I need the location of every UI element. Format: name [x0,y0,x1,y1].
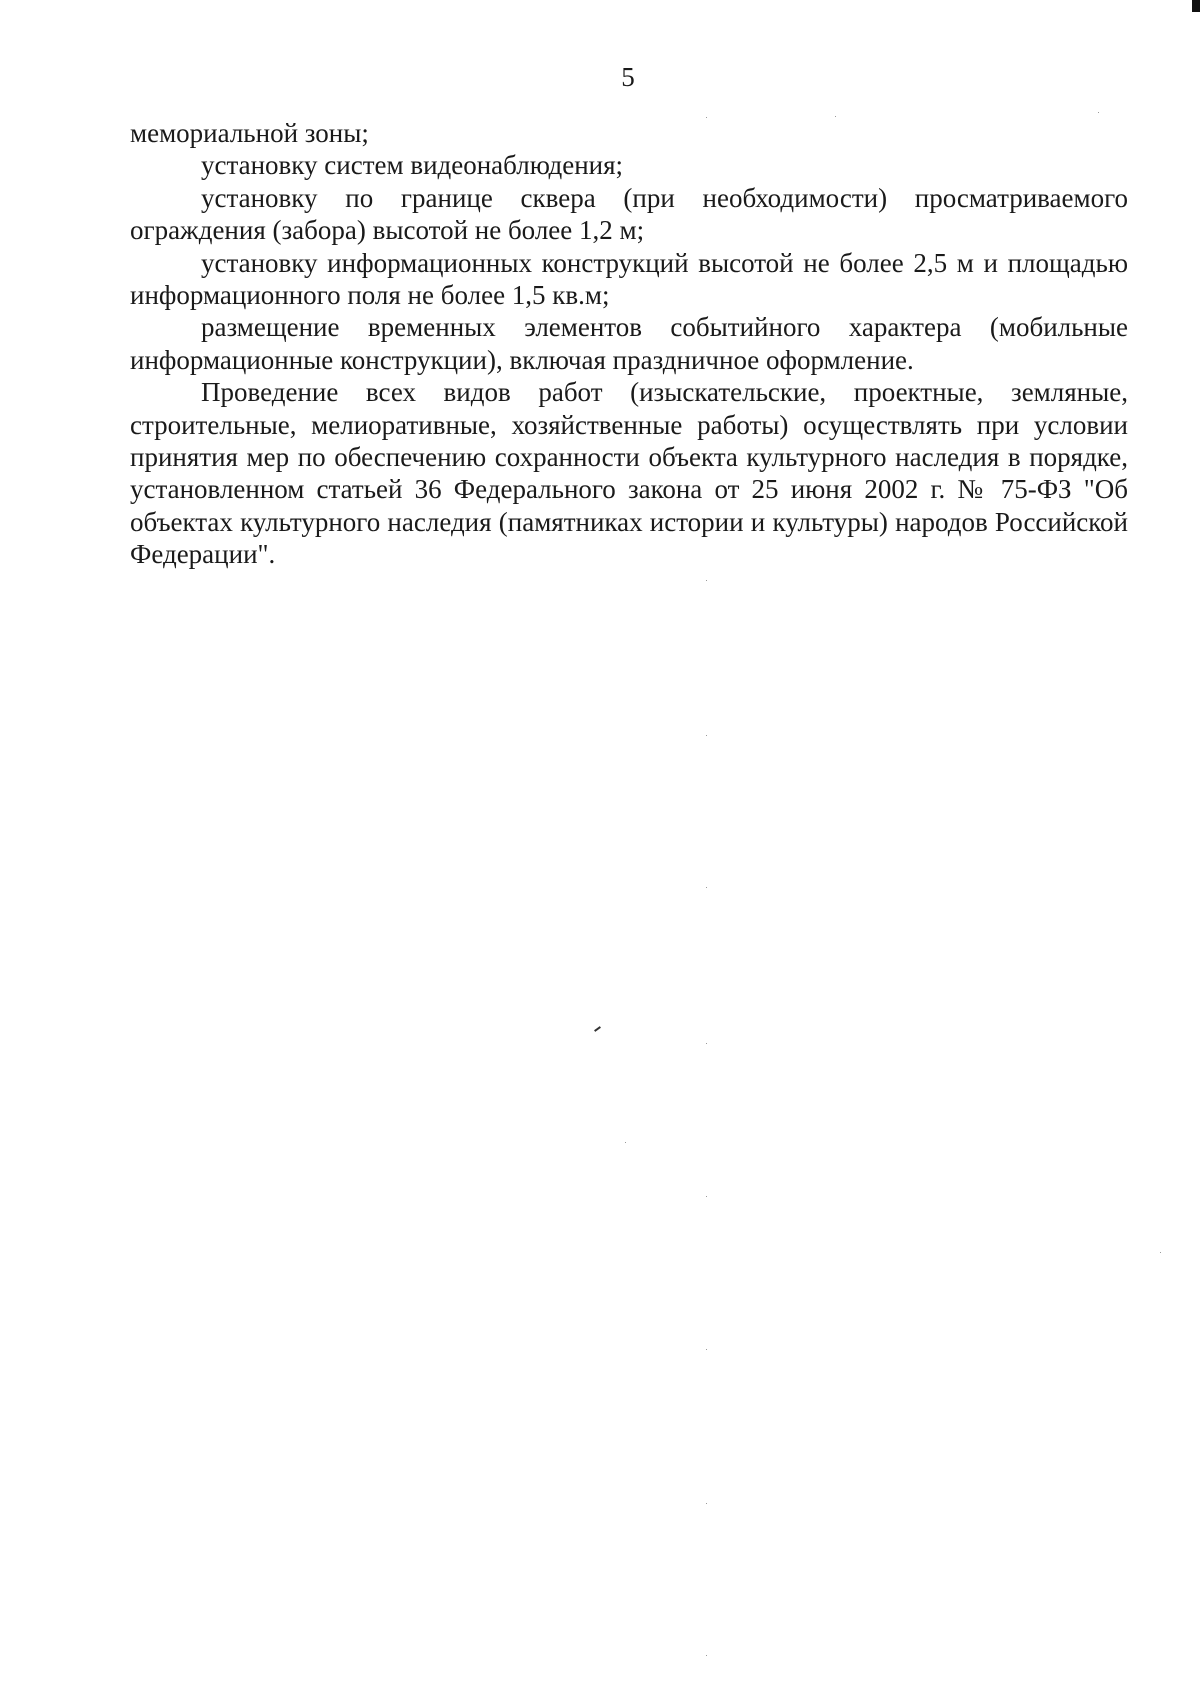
scan-speck [706,1349,707,1350]
paragraph-temporary-elements: размещение временных элементов событийного характера (мобильные информационные конструкции), включая праздничное оформление. [130,312,1128,375]
scan-speck [625,1142,626,1143]
scan-speck [706,887,707,888]
scan-speck [706,117,707,118]
paragraph-memorial-zone: мемориальной зоны; [130,118,369,148]
scan-corner-mark [1192,0,1200,12]
scan-speck [706,1196,707,1197]
scan-speck [835,116,836,117]
scan-speck [706,1655,707,1656]
document-body [130,117,1128,571]
scan-speck [1098,112,1099,113]
page-number: 5 [621,62,635,92]
paragraph-fence-installation: установку по границе сквера (при необходимости) просматриваемого ограждения (забора) высотой не более 1,2 м; [130,182,1128,246]
paragraph-video-surveillance: установку систем видеонаблюдения; [201,150,624,181]
scan-speck [706,1503,707,1504]
scan-speck [1160,1252,1161,1253]
paragraph-information-structures: установку информационных конструкций высотой не более 2,5 м и площадью информационного поля не более 1,5 кв.м; [130,247,1128,311]
scan-speck [706,580,707,581]
scan-stroke-mark [594,1026,601,1032]
scan-speck [706,735,707,736]
scan-speck [706,1043,707,1044]
paragraph-works-conditions: Проведение всех видов работ (изыскательские, проектные, земляные, строительные, мелиоративные, хозяйственные работы) осуществлять при условии принятия мер по обеспечению сохранности объекта культурного наследия в порядке, установленном статьей 36 Федерального закона от 25 июня 2002 г. № 75-ФЗ "Об объектах культурного наследия (памятниках истории и культуры) народов Российской Федерации". [130,377,1128,570]
